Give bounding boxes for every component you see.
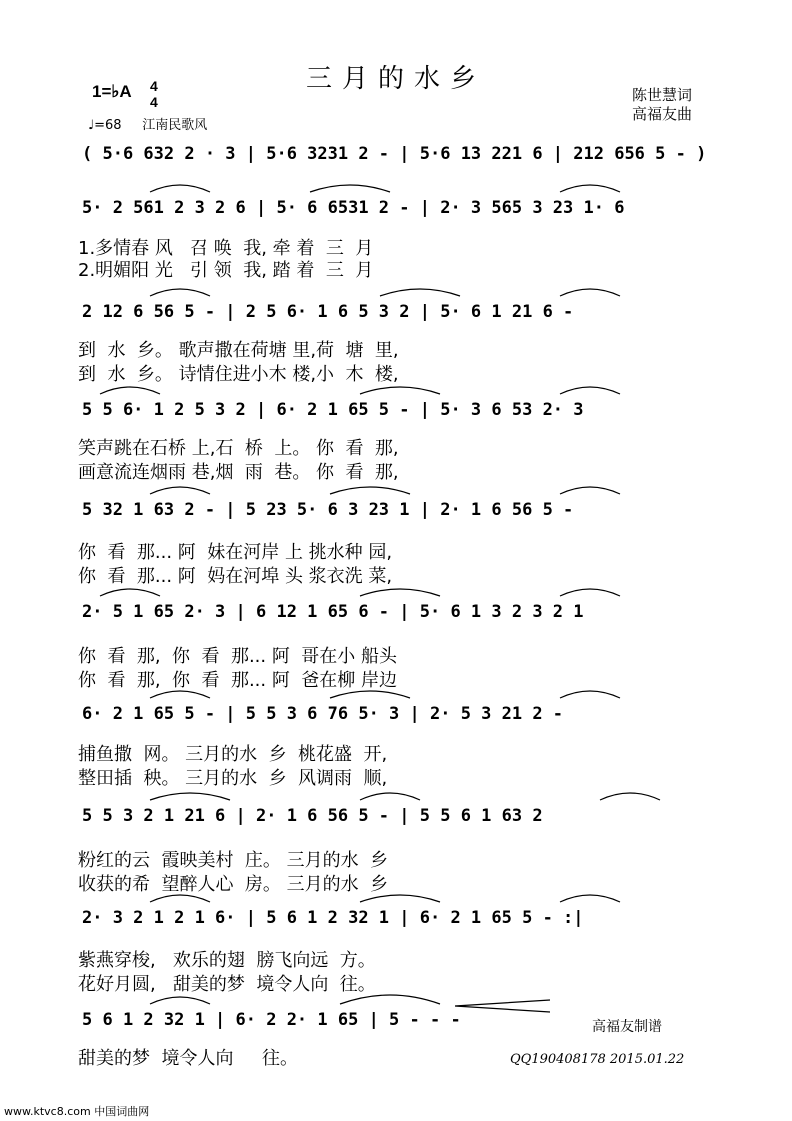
system-10-notes: 5 6 1 2 32 1 | 6· 2 2· 1 65 | 5 - - - <box>82 1010 461 1030</box>
system-3-lyric-1: 到 水 乡。 歌声撒在荷塘 里,荷 塘 里, <box>78 340 399 361</box>
song-title: 三月的水乡 <box>305 64 486 94</box>
system-7-notes: 6· 2 1 65 5 - | 5 5 3 6 76 5· 3 | 2· 5 3 21 2 - <box>82 704 564 724</box>
system-8-lyric-1: 粉红的云 霞映美村 庄。 三月的水 乡 <box>78 850 389 871</box>
lyricist: 陈世慧词 <box>632 86 693 104</box>
system-5-lyric-1: 你 看 那... 阿 妹在河岸 上 挑水种 园, <box>78 542 393 563</box>
system-8-lyric-2: 收获的希 望醉人心 房。 三月的水 乡 <box>78 874 389 895</box>
system-4-lyric-1: 笑声跳在石桥 上,石 桥 上。 你 看 那, <box>78 438 399 459</box>
system-2-lyric-2: 2.明媚阳 光 引 领 我, 踏 着 三 月 <box>78 260 374 281</box>
system-3-lyric-2: 到 水 乡。 诗情住进小木 楼,小 木 楼, <box>78 364 399 385</box>
system-9-lyric-2: 花好月圆, 甜美的梦 境令人向 往。 <box>78 974 376 995</box>
site-watermark: www.ktvc8.com 中国词曲网 <box>4 1105 150 1118</box>
system-6-lyric-2: 你 看 那, 你 看 那... 阿 爸在柳 岸边 <box>78 670 397 691</box>
system-10-lyric-1: 甜美的梦 境令人向 往。 <box>78 1048 299 1069</box>
system-7-lyric-1: 捕鱼撒 网。 三月的水 乡 桃花盛 开, <box>78 744 388 765</box>
system-5-notes: 5 32 1 63 2 - | 5 23 5· 6 3 23 1 | 2· 1 6 56 5 - <box>82 500 574 520</box>
composer: 高福友曲 <box>632 105 693 123</box>
system-1-notes: ( 5·6 632 2 · 3 | 5·6 3231 2 - | 5·6 13 221 6 | 212 656 5 - ) <box>82 144 707 164</box>
system-8-notes: 5 5 3 2 1 21 6 | 2· 1 6 56 5 - | 5 5 6 1 63 2 <box>82 806 543 826</box>
system-2-notes: 5· 2 561 2 3 2 6 | 5· 6 6531 2 - | 2· 3 565 3 23 1· 6 <box>82 198 625 218</box>
system-4-lyric-2: 画意流连烟雨 巷,烟 雨 巷。 你 看 那, <box>78 462 399 483</box>
system-9-notes: 2· 3 2 1 2 1 6· | 5 6 1 2 32 1 | 6· 2 1 65 5 - :| <box>82 908 584 928</box>
system-6-lyric-1: 你 看 那, 你 看 那... 阿 哥在小 船头 <box>78 646 397 667</box>
transcriber-signature: 高福友制谱 <box>592 1019 662 1035</box>
system-4-notes: 5 5 6· 1 2 5 3 2 | 6· 2 1 65 5 - | 5· 3 6 53 2· 3 <box>82 400 584 420</box>
system-3-notes: 2 12 6 56 5 - | 2 5 6· 1 6 5 3 2 | 5· 6 1 21 6 - <box>82 302 574 322</box>
qq-date: QQ190408178 2015.01.22 <box>510 1052 685 1067</box>
system-7-lyric-2: 整田插 秧。 三月的水 乡 风调雨 顺, <box>78 768 388 789</box>
system-6-notes: 2· 5 1 65 2· 3 | 6 12 1 65 6 - | 5· 6 1 3 2 3 2 1 <box>82 602 584 622</box>
time-bottom: 4 <box>150 94 158 110</box>
time-top: 4 <box>150 78 158 94</box>
key-signature: 1=♭A <box>92 82 132 101</box>
system-2-lyric-1: 1.多情春 风 召 唤 我, 牵 着 三 月 <box>78 238 374 259</box>
system-9-lyric-1: 紫燕穿梭, 欢乐的翅 膀飞向远 方。 <box>78 950 376 971</box>
tempo-value: ♩=68 <box>88 118 122 133</box>
system-5-lyric-2: 你 看 那... 阿 妈在河埠 头 浆衣洗 菜, <box>78 566 393 587</box>
style-label: 江南民歌风 <box>142 118 208 133</box>
